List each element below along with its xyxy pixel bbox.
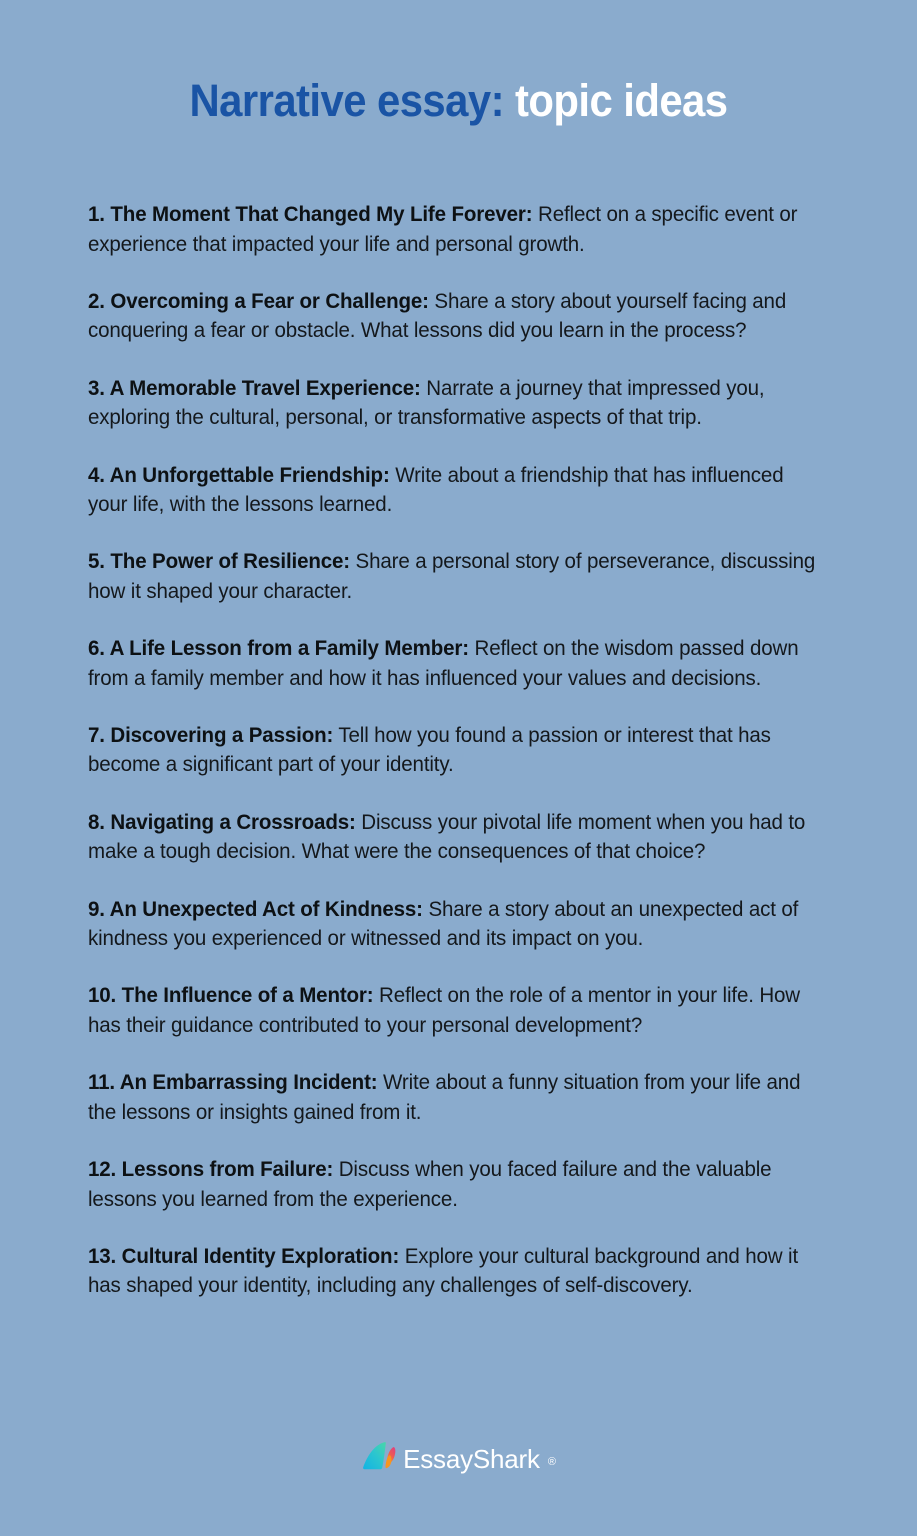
list-item-lead: 1. The Moment That Changed My Life Forever: [88,202,533,227]
title-section [0,0,917,157]
list-item [88,808,822,867]
list-item-lead: 2. Overcoming a Fear or Challenge: [88,288,429,313]
list-item-body: Write about a friendship that has influenced your life, with the lessons learned. [88,462,784,517]
list-item [88,1155,822,1214]
list-item-lead: 3. A Memorable Travel Experience: [88,375,421,400]
page-title [69,76,847,126]
list-item [88,461,822,520]
list-item-body: Share a story about yourself facing and conquering a fear or obstacle. What lessons did you learn in the process? [88,288,787,343]
list-item [88,721,822,780]
registered-mark: ® [547,1455,556,1468]
list-item [88,287,822,346]
list-item-body: Share a personal story of perseverance, discussing how it shaped your character. [88,549,816,603]
list-item-body: Discuss when you faced failure and the valuable lessons you learned from the experience. [88,1157,772,1211]
list-item-body: Reflect on a specific event or experience that impacted your life and personal growth. [88,202,798,256]
list-item-lead: 11. An Embarrassing Incident: [88,1070,378,1095]
list-item-body: Tell how you found a passion or interest that has become a significant part of your identity. [88,723,771,777]
footer-branding [0,1441,917,1536]
list-item [88,374,822,433]
list-item-body: Share a story about an unexpected act of kindness you experienced or witnessed and its impact on you. [88,896,799,951]
list-item-lead: 7. Discovering a Passion: [88,723,334,748]
title-rest: topic ideas [503,75,728,127]
list-item-lead: 6. A Life Lesson from a Family Member: [88,636,469,661]
list-item [88,200,822,259]
list-item [88,981,822,1040]
list-item [88,895,822,954]
shark-fin-icon [362,1441,396,1474]
list-item-body: Reflect on the wisdom passed down from a family member and how it has influenced your values and decisions. [88,636,799,690]
list-item [88,547,822,606]
list-item [88,1068,822,1127]
list-item-lead: 8. Navigating a Crossroads: [88,809,356,834]
list-item-lead: 10. The Influence of a Mentor: [88,983,374,1008]
list-item-lead: 4. An Unforgettable Friendship: [88,462,390,487]
list-item-lead: 12. Lessons from Failure: [88,1157,334,1182]
list-item-lead: 13. Cultural Identity Exploration: [88,1243,400,1268]
title-highlight: Narrative essay: [189,75,504,127]
topic-list [0,157,917,1301]
list-item-lead: 9. An Unexpected Act of Kindness: [88,896,423,921]
brand-name: EssayShark [403,1443,540,1474]
list-item-lead: 5. The Power of Resilience: [88,549,350,574]
list-item-body: Write about a funny situation from your life and the lessons or insights gained from it. [88,1070,801,1124]
list-item-body: Explore your cultural background and how it has shaped your identity, including any challenges of self-discovery. [88,1243,799,1298]
list-item [88,1242,822,1301]
list-item-body: Discuss your pivotal life moment when you had to make a tough decision. What were the consequences of that choice? [88,809,806,864]
list-item-body: Reflect on the role of a mentor in your life. How has their guidance contributed to your personal development? [88,983,800,1037]
list-item [88,634,822,693]
list-item-body: Narrate a journey that impressed you, exploring the cultural, personal, or transformative aspects of that trip. [88,375,765,430]
